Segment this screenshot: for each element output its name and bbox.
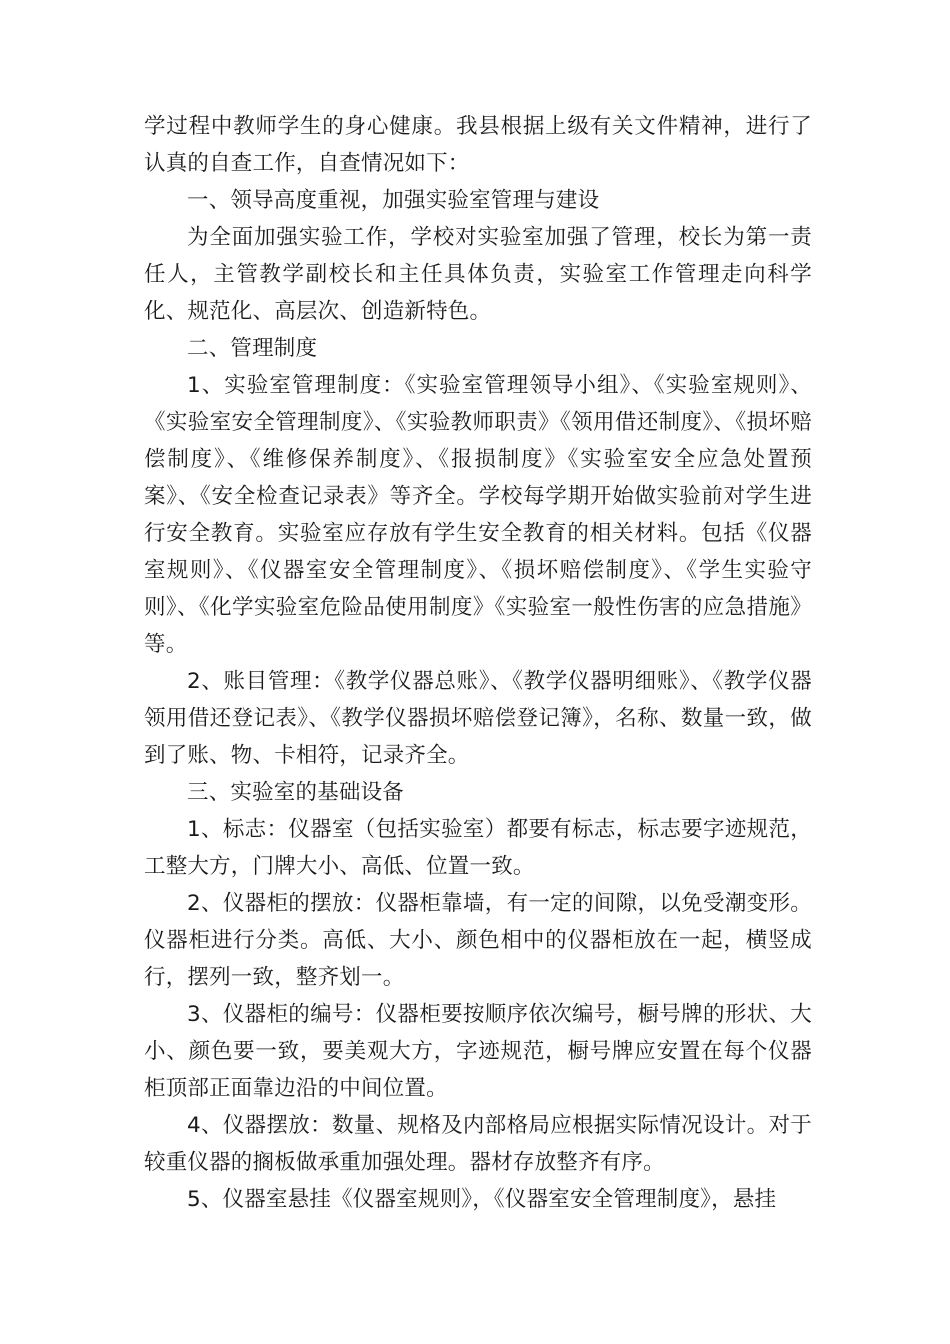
paragraph-cabinet-numbering: 3、仪器柜的编号：仪器柜要按顺序依次编号，橱号牌的形状、大小、颜色要一致，要美观大方，字迹规范，橱号牌应安置在每个仪器柜顶部正面靠边沿的中间位置。 (144, 1002, 812, 1101)
paragraph-intro: 学过程中教师学生的身心健康。我县根据上级有关文件精神，进行了认真的自查工作，自查情况如下： (144, 114, 812, 176)
paragraph-instrument-storage: 4、仪器摆放：数量、规格及内部格局应根据实际情况设计。对于较重仪器的搁板做承重加强处理。器材存放整齐有序。 (144, 1113, 812, 1175)
paragraph-management-rules: 1、实验室管理制度：《实验室管理领导小组》、《实验室规则》、《实验室安全管理制度》、《实验教师职责》《领用借还制度》、《损坏赔偿制度》、《维修保养制度》、《报损制度》《实验室安全应急处置预案》、《安全检查记录表》等齐全。学校每学期开始做实验前对学生进行安全教育。实验室应存放有学生安全教育的相关材料。包括《仪器室规则》、《仪器室安全管理制度》、《损坏赔偿制度》、《学生实验守则》、《化学实验室危险品使用制度》《实验室一般性伤害的应急措施》等。 (144, 373, 812, 657)
paragraph-leadership: 为全面加强实验工作，学校对实验室加强了管理，校长为第一责任人，主管教学副校长和主任具体负责，实验室工作管理走向科学化、规范化、高层次、创造新特色。 (144, 225, 812, 324)
heading-section-3: 三、实验室的基础设备 (187, 780, 405, 805)
paragraph-cabinet-placement: 2、仪器柜的摆放：仪器柜靠墙，有一定的间隙，以免受潮变形。仪器柜进行分类。高低、大小、颜色相中的仪器柜放在一起，横竖成行，摆列一致，整齐划一。 (144, 891, 812, 990)
paragraph-room-posting: 5、仪器室悬挂《仪器室规则》，《仪器室安全管理制度》，悬挂 (187, 1187, 777, 1212)
paragraph-accounts: 2、账目管理：《教学仪器总账》、《教学仪器明细账》、《教学仪器领用借还登记表》、《教学仪器损坏赔偿登记簿》，名称、数量一致，做到了账、物、卡相符，记录齐全。 (144, 669, 812, 768)
heading-section-2: 二、管理制度 (187, 336, 318, 361)
paragraph-signage: 1、标志：仪器室（包括实验室）都要有标志，标志要字迹规范，工整大方，门牌大小、高低、位置一致。 (144, 817, 812, 879)
heading-section-1: 一、领导高度重视，加强实验室管理与建设 (187, 188, 600, 213)
document-page (144, 108, 812, 1218)
